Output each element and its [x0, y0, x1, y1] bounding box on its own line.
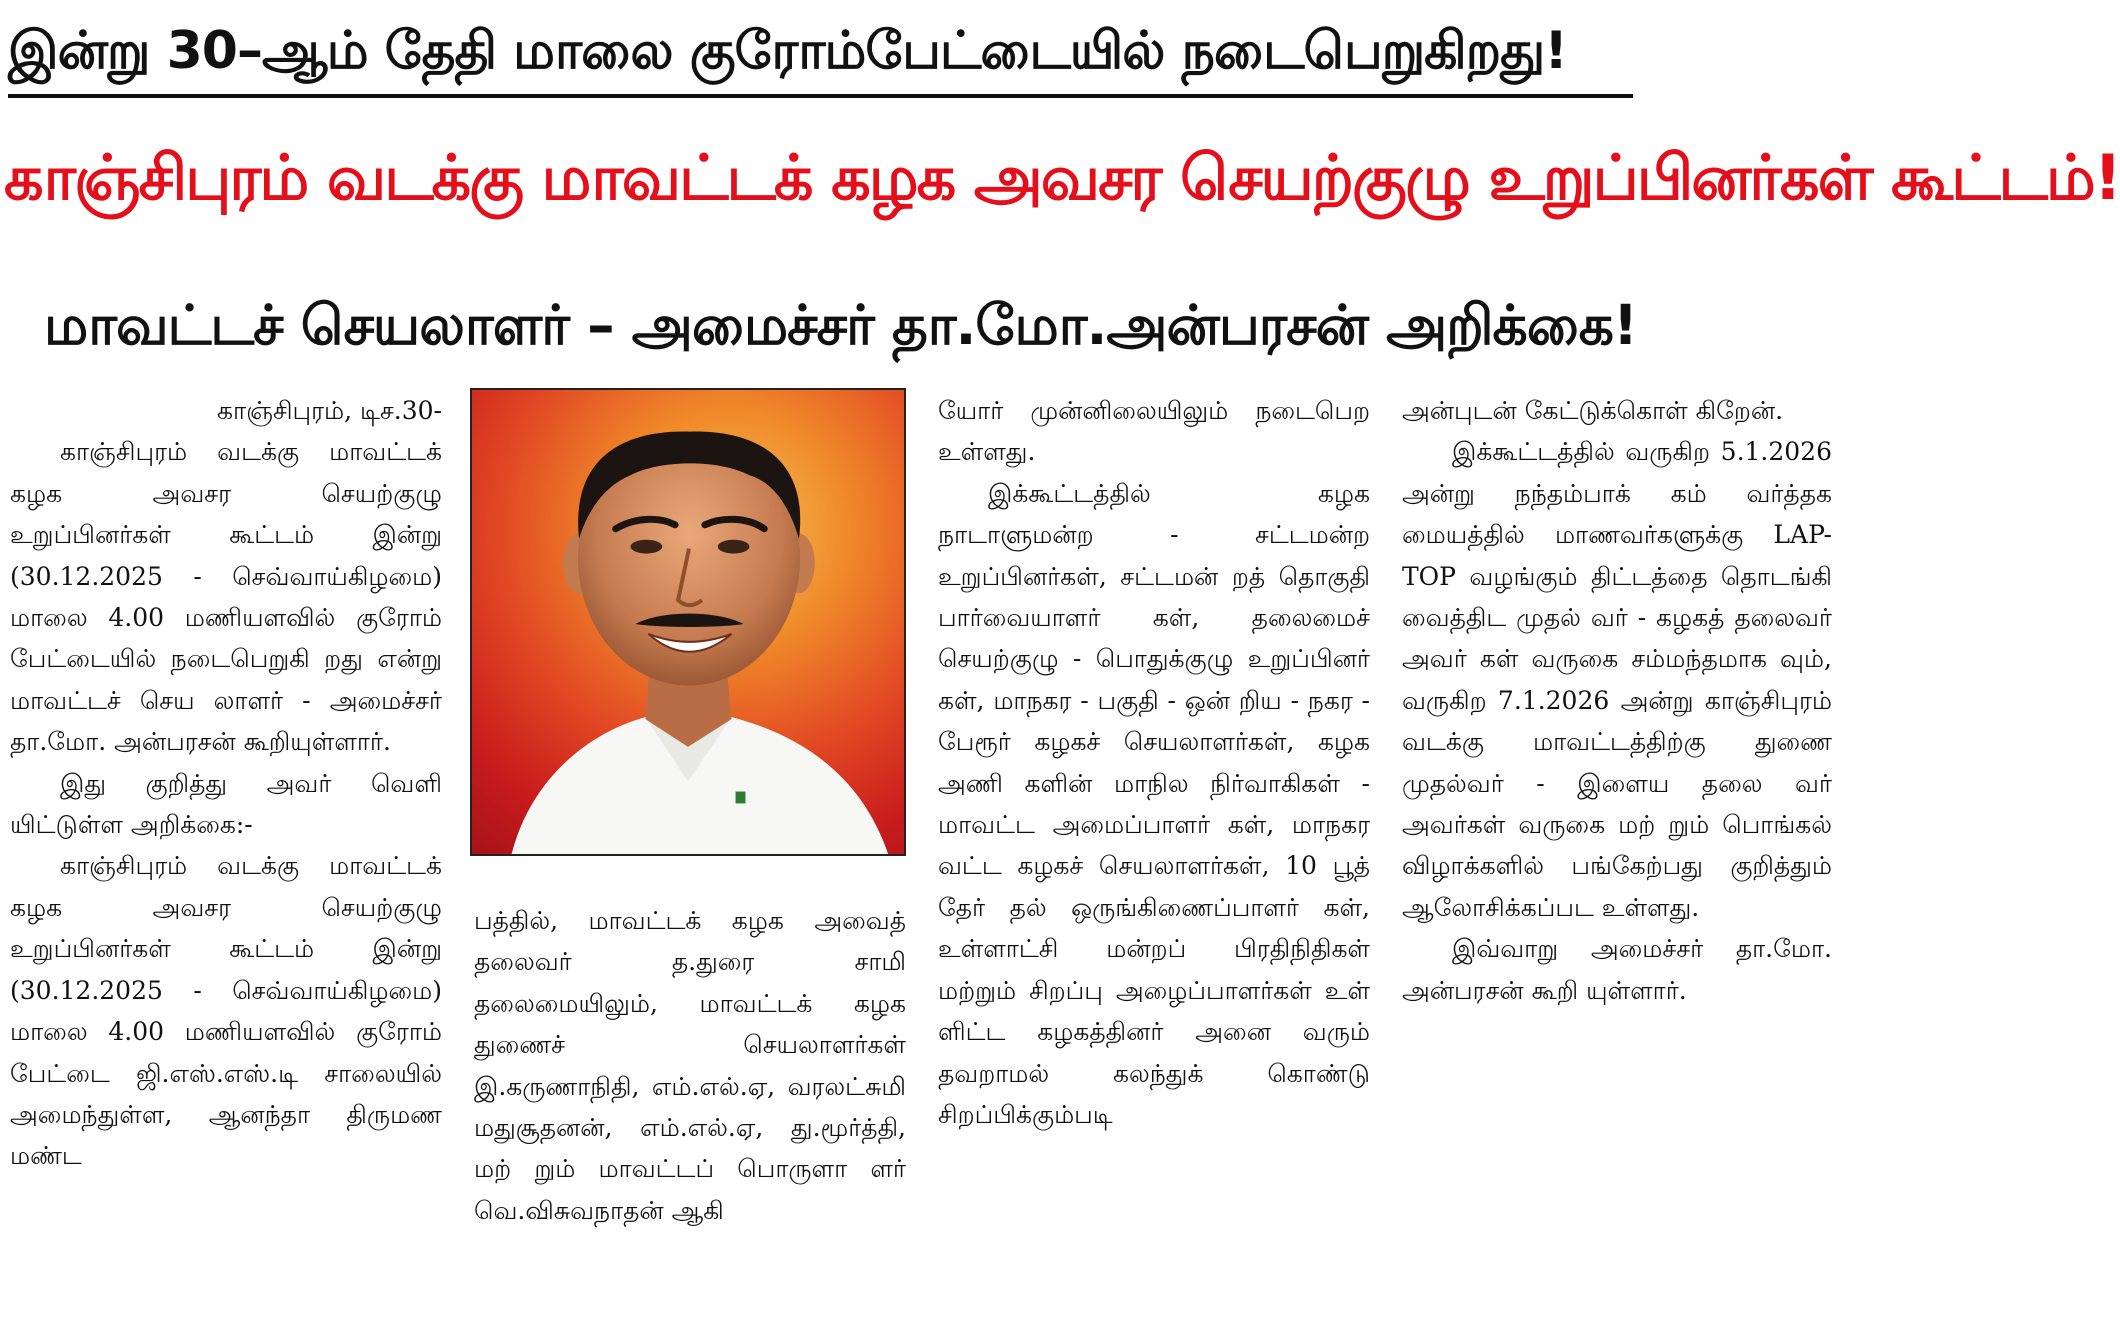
paragraph-5: இக்கூட்டத்தில் வருகிற 5.1.2026 அன்று நந்தம்பாக் கம் வர்த்தக மையத்தில் மாணவர்களுக்கு LAP-TOP வழங்கும் திட்டத்தை தொடங்கி வைத்திட முதல் வர் - கழகத் தலைவர் அவர் கள் வருகை சம்மந்தமாக வும், வருகிற 7.1.2026 அன்று காஞ்சிபுரம் வடக்கு மாவட்டத்திற்கு துணை முதல்வர் - இளைய தலை வர் அவர்கள் வருகை மற் றும் பொங்கல் விழாக்களில் பங்கேற்பது குறித்தும் ஆலோசிக்கப்பட உள்ளது. — [1402, 437, 1832, 922]
kicker-underline — [8, 94, 1633, 98]
paragraph-4-end: அன்புடன் கேட்டுக்கொள் கிறேன். — [1402, 396, 1784, 425]
dateline: காஞ்சிபுரம், டிச.30- — [217, 396, 442, 425]
article-column-2 — [474, 900, 906, 1335]
paragraph-3: காஞ்சிபுரம் வடக்கு மாவட்டக் கழக அவசர செயற்குழு உறுப்பினர்கள் கூட்டம் இன்று (30.12.2025 - செவ்வாய்கிழமை) மாலை 4.00 மணியளவில் குரோம் பேட்டை ஜி.எஸ்.எஸ்.டி சாலையில் அமைந்துள்ள, ஆனந்தா திருமண மண்ட — [10, 851, 442, 1171]
paragraph-2: இது குறித்து அவர் வெளி யிட்டுள்ள அறிக்கை:- — [10, 768, 442, 840]
person-portrait-image — [472, 390, 904, 854]
subheadline: மாவட்டச் செயலாளர் – அமைச்சர் தா.மோ.அன்பரசன் அறிக்கை! — [44, 293, 1638, 357]
headline: காஞ்சிபுரம் வடக்கு மாவட்டக் கழக அவசர செயற்குழு உறுப்பினர்கள் கூட்டம்! — [4, 141, 2120, 214]
portrait-photo — [470, 388, 906, 856]
article-column-4 — [1402, 390, 1832, 1335]
paragraph-1: காஞ்சிபுரம் வடக்கு மாவட்டக் கழக அவசர செயற்குழு உறுப்பினர்கள் கூட்டம் இன்று (30.12.2025 - செவ்வாய்கிழமை) மாலை 4.00 மணியளவில் குரோம் பேட்டையில் நடைபெறுகி றது என்று மாவட்டச் செய லாளர் - அமைச்சர் தா.மோ. அன்பரசன் கூறியுள்ளார். — [10, 437, 442, 757]
paragraph-3-end: யோர் முன்னிலையிலும் நடைபெற உள்ளது. — [938, 396, 1370, 467]
article-column-1 — [10, 390, 442, 1335]
paragraph-6: இவ்வாறு அமைச்சர் தா.மோ. அன்பரசன் கூறி யுள்ளார். — [1402, 934, 1832, 1005]
kicker: இன்று 30–ஆம் தேதி மாலை குரோம்பேட்டையில் நடைபெறுகிறது! — [8, 21, 1567, 81]
paragraph-4: இக்கூட்டத்தில் கழக நாடாளுமன்ற - சட்டமன்ற உறுப்பினர்கள், சட்டமன் றத் தொகுதி பார்வையாளர் கள், தலைமைச் செயற்குழு - பொதுக்குழு உறுப்பினர் கள், மாநகர - பகுதி - ஒன் றிய - நகர - பேரூர் கழகச் செயலாளர்கள், கழக அணி களின் மாநில நிர்வாகிகள் - மாவட்ட அமைப்பாளர் கள், மாநகர வட்ட கழகச் செயலாளர்கள், 10 பூத் தேர் தல் ஒருங்கிணைப்பாளர் கள், உள்ளாட்சி மன்றப் பிரதிநிதிகள் மற்றும் சிறப்பு அழைப்பாளர்கள் உள் ளிட்ட கழகத்தினர் அனை வரும் தவறாமல் கலந்துக் கொண்டு சிறப்பிக்கும்படி — [938, 478, 1370, 1129]
paragraph-3-continued: பத்தில், மாவட்டக் கழக அவைத் தலைவர் த.துரை சாமி தலைமையிலும், மாவட்டக் கழக துணைச் செயலாளர்கள் இ.கருணாநிதி, எம்.எல்.ஏ, வரலட்சுமி மதுசூதனன், எம்.எல்.ஏ, து.மூர்த்தி, மற் றும் மாவட்டப் பொருளா ளர் வெ.விசுவநாதன் ஆகி — [474, 906, 906, 1225]
article-column-3 — [938, 390, 1370, 1335]
